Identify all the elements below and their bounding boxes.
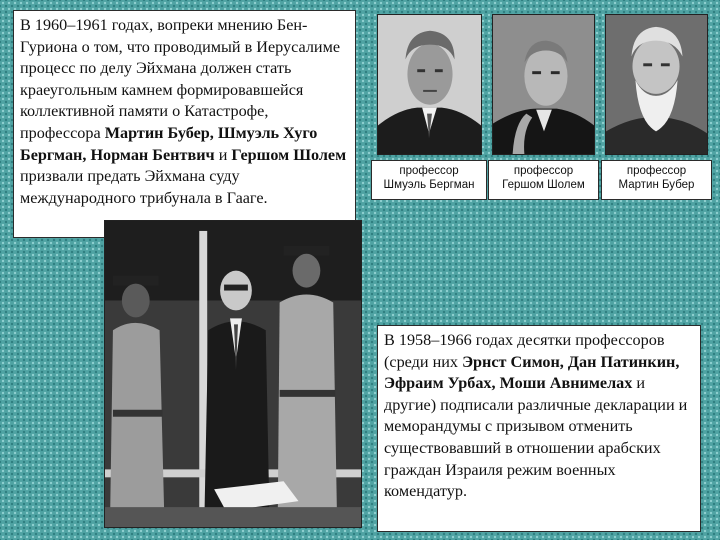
- top-paragraph-text-2: и: [214, 145, 232, 164]
- top-paragraph: [20, 15, 349, 209]
- bottom-paragraph: [384, 330, 694, 503]
- bottom-paragraph-names: Эрнст Симон, Дан Патинкин, Эфраим Урбах, Моши Авнимелах: [384, 352, 680, 393]
- top-paragraph-text-3: призвали предать Эйхмана суду международного трибунала в Гааге.: [20, 167, 268, 207]
- caption-bergman: [371, 160, 487, 200]
- trial-photo: [104, 220, 362, 528]
- top-text-box: [13, 10, 356, 238]
- portrait-photo-scholem: [492, 14, 595, 155]
- bottom-text-box: [377, 325, 701, 532]
- portrait-photo-bergman: [377, 14, 482, 155]
- top-paragraph-names-1: Мартин Бубер, Шмуэль Хуго Бергман, Норман Бентвич: [20, 123, 318, 164]
- caption-scholem-title: профессор: [513, 165, 574, 177]
- caption-buber-title: профессор: [626, 165, 687, 177]
- portrait-photo-buber: [605, 14, 708, 155]
- bottom-paragraph-text-2: и другие) подписали различные декларации и меморандумы с призывом отменить существовавший в отношении арабских граждан Израиля режим военных комендатур.: [384, 374, 688, 501]
- bottom-paragraph-text-1: В 1958–1966 годах десятки профессоров (среди них: [384, 331, 665, 371]
- caption-scholem: [488, 160, 599, 200]
- caption-buber-name: Мартин Бубер: [618, 179, 695, 191]
- caption-scholem-name: Гершом Шолем: [502, 179, 585, 191]
- top-paragraph-text-1: В 1960–1961 годах, вопреки мнению Бен-Гуриона о том, что проводимый в Иерусалиме процесс по делу Эйхмана должен стать краеугольным камнем формировавшейся коллективной памяти о Катастрофе, профессора: [20, 16, 341, 142]
- caption-bergman-title: профессор: [399, 165, 459, 177]
- caption-bergman-name: Шмуэль Бергман: [383, 179, 475, 191]
- top-paragraph-names-2: Гершом Шолем: [231, 145, 347, 164]
- caption-buber: [601, 160, 712, 200]
